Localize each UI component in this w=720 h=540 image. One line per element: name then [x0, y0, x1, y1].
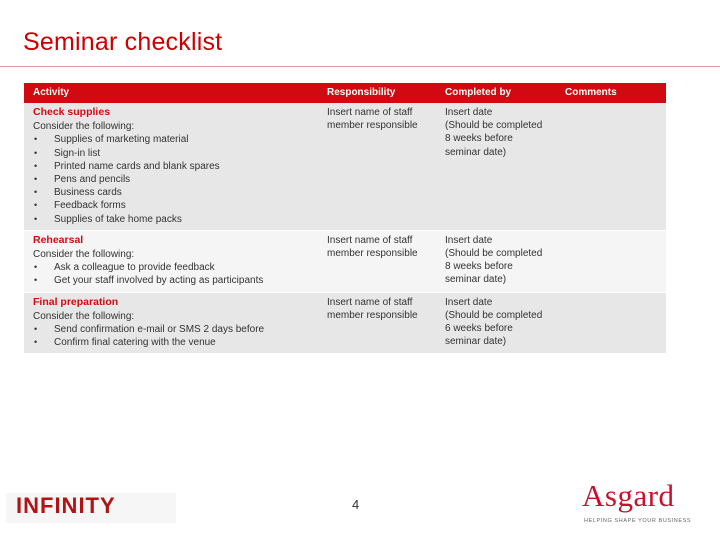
checklist-table: [24, 83, 666, 353]
bullet-icon: •: [34, 134, 38, 145]
header-activity: Activity: [33, 87, 70, 99]
asgard-logo: [578, 478, 708, 528]
comments-cell: [556, 230, 666, 292]
asgard-logo-brand: Asgard: [582, 478, 675, 513]
list-item: [33, 160, 318, 173]
section-title: Final preparation: [33, 295, 119, 308]
list-item: [33, 199, 318, 212]
bullet-icon: •: [34, 187, 38, 198]
responsibility-cell: Insert name of staff member responsible: [318, 103, 436, 230]
item-list: [33, 261, 318, 287]
activity-cell: [24, 103, 318, 230]
bullet-icon: •: [34, 200, 38, 211]
infinity-logo-text: INFINITY: [16, 493, 116, 518]
item-text: Sign-in list: [54, 147, 101, 159]
item-list: [33, 133, 318, 225]
list-item: [33, 173, 318, 186]
intro-text: Consider the following:: [33, 121, 135, 133]
completed-by-cell: Insert date (Should be completed 8 weeks before seminar date): [436, 103, 556, 230]
item-text: Ask a colleague to provide feedback: [54, 262, 215, 274]
table-header-row: [24, 83, 666, 103]
item-text: Get your staff involved by acting as participants: [54, 275, 264, 287]
bullet-icon: •: [34, 160, 38, 171]
list-item: [33, 261, 318, 274]
bullet-icon: •: [34, 275, 38, 286]
comments-cell: [556, 103, 666, 230]
table-row: [24, 103, 666, 230]
title-divider: [0, 66, 720, 67]
item-text: Business cards: [54, 187, 122, 199]
list-item: [33, 274, 318, 287]
infinity-logo: [6, 493, 176, 523]
table-row: [24, 230, 666, 292]
list-item: [33, 323, 318, 336]
header-comments: Comments: [565, 87, 617, 99]
item-text: Feedback forms: [54, 200, 126, 212]
header-responsibility: Responsibility: [327, 87, 396, 99]
item-text: Printed name cards and blank spares: [54, 160, 220, 172]
list-item: [33, 133, 318, 146]
item-text: Pens and pencils: [54, 174, 131, 186]
bullet-icon: •: [34, 324, 38, 335]
completed-by-cell: Insert date (Should be completed 6 weeks before seminar date): [445, 296, 543, 348]
bullet-icon: •: [34, 262, 38, 273]
bullet-icon: •: [34, 213, 38, 224]
bullet-icon: •: [34, 337, 38, 348]
item-text: Supplies of marketing material: [54, 134, 189, 146]
page-number: 4: [352, 497, 360, 512]
intro-text: Consider the following:: [33, 249, 135, 261]
responsibility-cell: Insert name of staff member responsible: [327, 296, 418, 321]
activity-cell: [24, 292, 318, 353]
intro-text: Consider the following:: [33, 310, 135, 322]
list-item: [33, 147, 318, 160]
item-list: [33, 323, 318, 349]
table-row: [24, 292, 666, 353]
section-title: Rehearsal: [33, 233, 84, 246]
page-title: Seminar checklist: [23, 28, 223, 56]
comments-cell: [556, 292, 666, 353]
item-text: Confirm final catering with the venue: [54, 337, 216, 349]
responsibility-cell: Insert name of staff member responsible: [318, 230, 436, 292]
activity-cell: [24, 230, 318, 292]
header-completed-by: Completed by: [445, 87, 512, 99]
item-text: Send confirmation e-mail or SMS 2 days before: [54, 324, 265, 336]
list-item: [33, 213, 318, 226]
completed-by-cell: Insert date (Should be completed 8 weeks before seminar date): [436, 230, 556, 292]
item-text: Supplies of take home packs: [54, 213, 182, 225]
asgard-logo-tagline: HELPING SHAPE YOUR BUSINESS: [584, 518, 692, 524]
bullet-icon: •: [34, 174, 38, 185]
section-title: Check supplies: [33, 106, 111, 118]
list-item: [33, 186, 318, 199]
bullet-icon: •: [34, 147, 38, 158]
list-item: [33, 336, 318, 349]
